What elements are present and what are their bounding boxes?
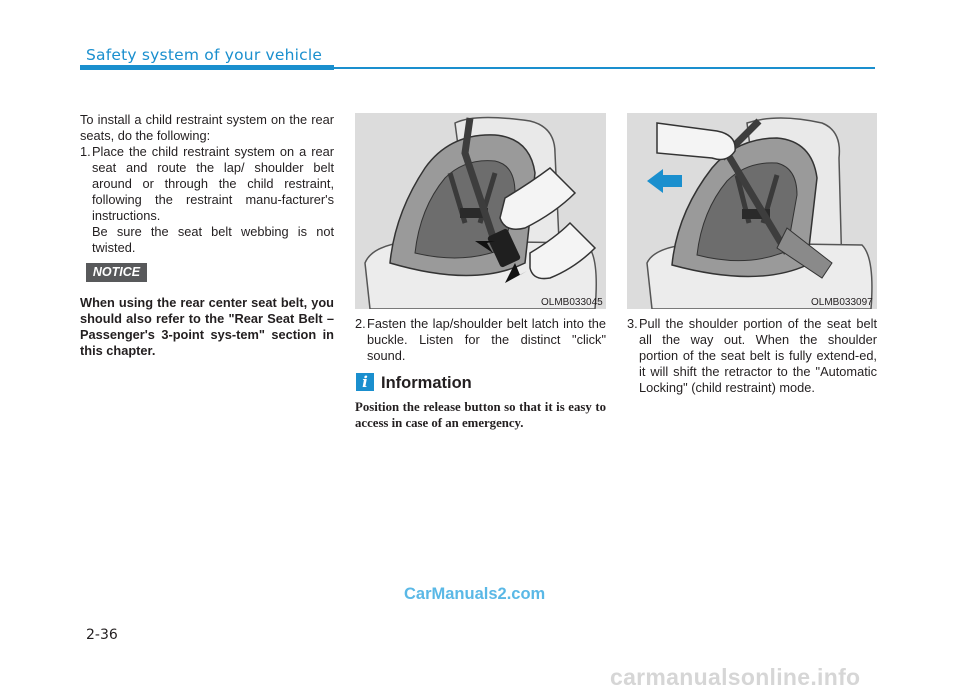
child-seat-retractor-illustration — [627, 113, 877, 309]
watermark-link[interactable]: CarManuals2.com — [404, 585, 546, 603]
step-2 — [355, 316, 606, 364]
figure-code-right: OLMB033097 — [811, 297, 873, 308]
information-heading: Information — [381, 374, 472, 392]
page-number: 2-36 — [86, 627, 118, 643]
step-2-number: 2. — [355, 316, 366, 331]
middle-column — [355, 316, 606, 364]
figure-pull-shoulder-belt — [627, 113, 877, 309]
step-3-text: Pull the shoulder portion of the seat belt all the way out. When the shoulder portion of the seat belt is fully extend-ed, it will shift the retractor to the "Automatic Locking" (child restraint) mode. — [639, 316, 877, 395]
header-rule — [334, 67, 875, 69]
step-2-text: Fasten the lap/shoulder belt latch into the buckle. Listen for the distinct "click" sound. — [367, 316, 606, 363]
section-header-title: Safety system of your vehicle — [86, 46, 323, 64]
right-column — [627, 316, 877, 396]
notice-text: When using the rear center seat belt, you should also refer to the "Rear Seat Belt – Passenger's 3-point sys-tem" section in this chapter. — [80, 295, 334, 358]
left-column — [80, 112, 334, 256]
header-accent-bar — [80, 65, 334, 70]
step-3 — [627, 316, 877, 396]
step-1-text: Place the child restraint system on a rear seat and route the lap/ shoulder belt around or through the child restraint, following the restraint manu-facturer's instructions. — [92, 144, 334, 223]
step-1-subnote: Be sure the seat belt webbing is not twisted. — [92, 224, 334, 255]
child-seat-buckle-illustration — [355, 113, 606, 309]
info-icon: i — [356, 373, 374, 391]
step-3-number: 3. — [627, 316, 638, 331]
step-1-number: 1. — [80, 144, 91, 159]
information-text: Position the release button so that it is easy to access in case of an emergency. — [355, 400, 606, 430]
intro-paragraph: To install a child restraint system on the rear seats, do the following: — [80, 112, 334, 143]
figure-code-middle: OLMB033045 — [541, 297, 603, 308]
figure-fasten-buckle — [355, 113, 606, 309]
step-1 — [80, 144, 334, 224]
notice-badge: NOTICE — [86, 263, 147, 282]
footer-site-watermark: carmanualsonline.info — [610, 664, 861, 690]
